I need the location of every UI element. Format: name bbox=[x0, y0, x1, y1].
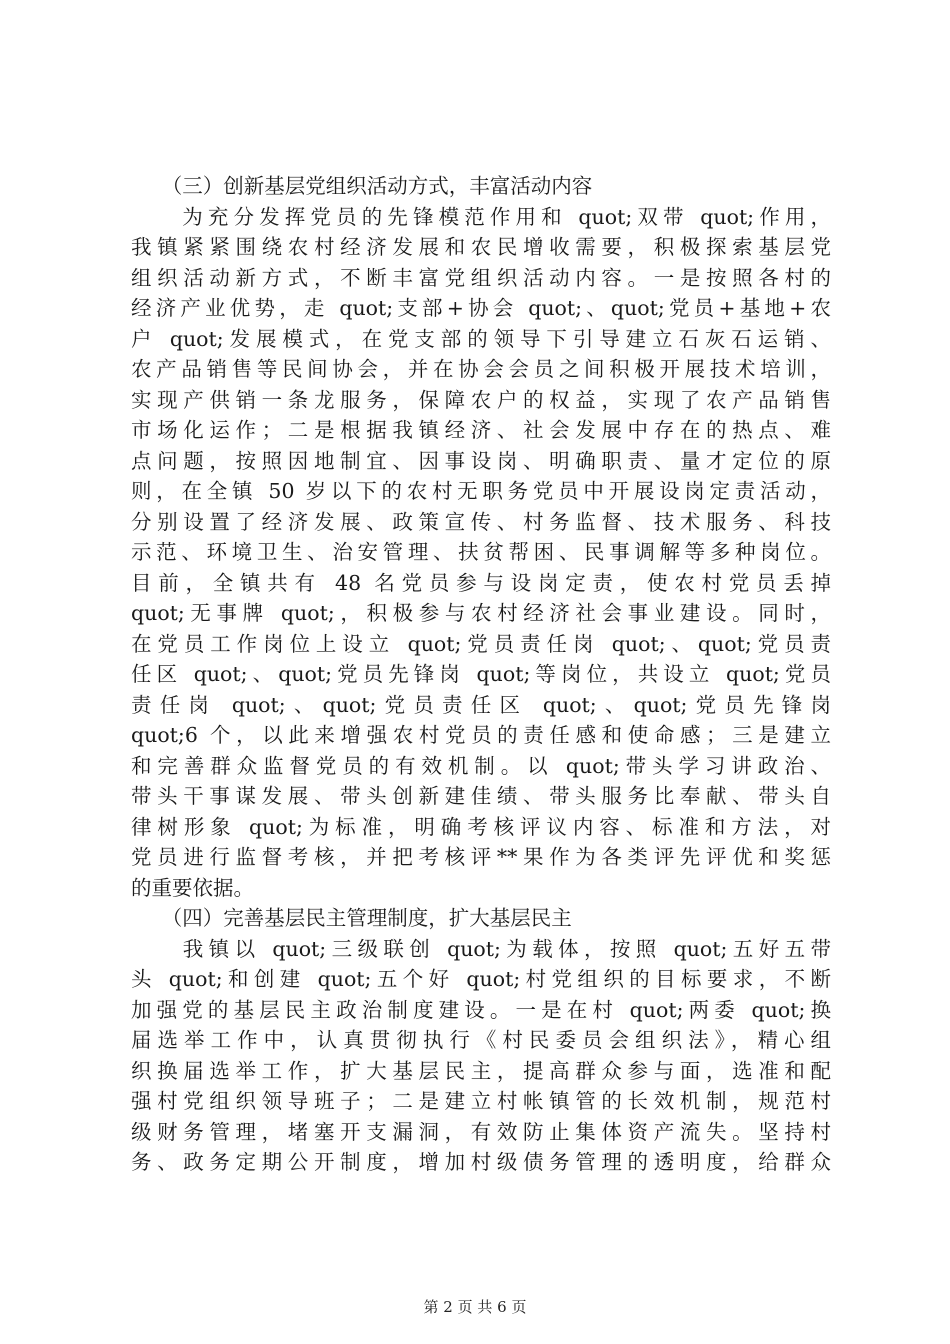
text-line: 目前，全镇共有 48 名党员参与设岗定责，使农村党员丢掉 bbox=[131, 570, 831, 595]
text-line: 点问题，按照因地制宜、因事设岗、明确职责、量才定位的原 bbox=[131, 448, 831, 473]
document-body bbox=[131, 171, 831, 1178]
text-line: 任区 quot;、quot;党员先锋岗 quot;等岗位，共设立 quot;党员 bbox=[131, 662, 831, 686]
text-line: 组织活动新方式，不断丰富党组织活动内容。一是按照各村的 bbox=[131, 265, 831, 290]
text-line: 务、政务定期公开制度，增加村级债务管理的透明度，给群众 bbox=[131, 1150, 831, 1174]
text-line: 和完善群众监督党员的有效机制。以 quot;带头学习讲政治、 bbox=[131, 753, 831, 778]
text-line: 带头干事谋发展、带头创新建佳绩、带头服务比奉献、带头自 bbox=[131, 784, 831, 808]
text-line: 在党员工作岗位上设立 quot;党员责任岗 quot;、quot;党员责 bbox=[131, 631, 831, 656]
text-line: （四）完善基层民主管理制度，扩大基层民主 bbox=[131, 906, 572, 930]
text-line: quot;6 个，以此来增强农村党员的责任感和使命感；三是建立 bbox=[131, 723, 831, 747]
text-line: 责任岗 quot;、quot;党员责任区 quot;、quot;党员先锋岗 bbox=[131, 692, 831, 717]
text-line: 律树形象 quot;为标准，明确考核评议内容、标准和方法，对 bbox=[131, 814, 831, 839]
text-line: 党员进行监督考核，并把考核评**果作为各类评先评优和奖惩 bbox=[131, 845, 831, 869]
text-line: 市场化运作；二是根据我镇经济、社会发展中存在的热点、难 bbox=[131, 418, 831, 442]
page-number-footer: 第 2 页 共 6 页 bbox=[423, 1298, 527, 1316]
text-line: 为充分发挥党员的先锋模范作用和 quot;双带 quot;作用， bbox=[131, 204, 831, 229]
text-line: 分别设置了经济发展、政策宣传、村务监督、技术服务、科技 bbox=[131, 509, 831, 534]
text-line: quot;无事牌 quot;，积极参与农村经济社会事业建设。同时， bbox=[131, 601, 831, 625]
text-line: 实现产供销一条龙服务，保障农户的权益，实现了农产品销售 bbox=[131, 387, 831, 412]
text-line: 届选举工作中，认真贯彻执行《村民委员会组织法》，精心组 bbox=[131, 1028, 831, 1052]
text-line: 头 quot;和创建 quot;五个好 quot;村党组织的目标要求，不断 bbox=[131, 967, 831, 991]
text-line: 的重要依据。 bbox=[131, 875, 254, 900]
text-line: 我镇紧紧围绕农村经济发展和农民增收需要，积极探索基层党 bbox=[131, 235, 831, 259]
text-line: 加强党的基层民主政治制度建设。一是在村 quot;两委 quot;换 bbox=[131, 997, 831, 1022]
text-line: 农产品销售等民间协会，并在协会会员之间积极开展技术培训， bbox=[131, 357, 831, 381]
text-line: 强村党组织领导班子；二是建立村帐镇管的长效机制，规范村 bbox=[131, 1089, 831, 1113]
text-line: 则，在全镇 50 岁以下的农村无职务党员中开展设岗定责活动， bbox=[131, 479, 831, 503]
text-line: 示范、环境卫生、治安管理、扶贫帮困、民事调解等多种岗位。 bbox=[131, 540, 831, 564]
text-line: 级财务管理，堵塞开支漏洞，有效防止集体资产流失。坚持村 bbox=[131, 1119, 831, 1144]
text-line: 户 quot;发展模式，在党支部的领导下引导建立石灰石运销、 bbox=[131, 326, 831, 351]
text-line: （三）创新基层党组织活动方式，丰富活动内容 bbox=[131, 174, 593, 198]
text-line: 我镇以 quot;三级联创 quot;为载体，按照 quot;五好五带 bbox=[131, 936, 831, 961]
text-line: 经济产业优势，走 quot;支部+协会 quot;、quot;党员+基地+农 bbox=[131, 296, 831, 320]
text-line: 织换届选举工作，扩大基层民主，提高群众参与面，选准和配 bbox=[131, 1058, 831, 1083]
